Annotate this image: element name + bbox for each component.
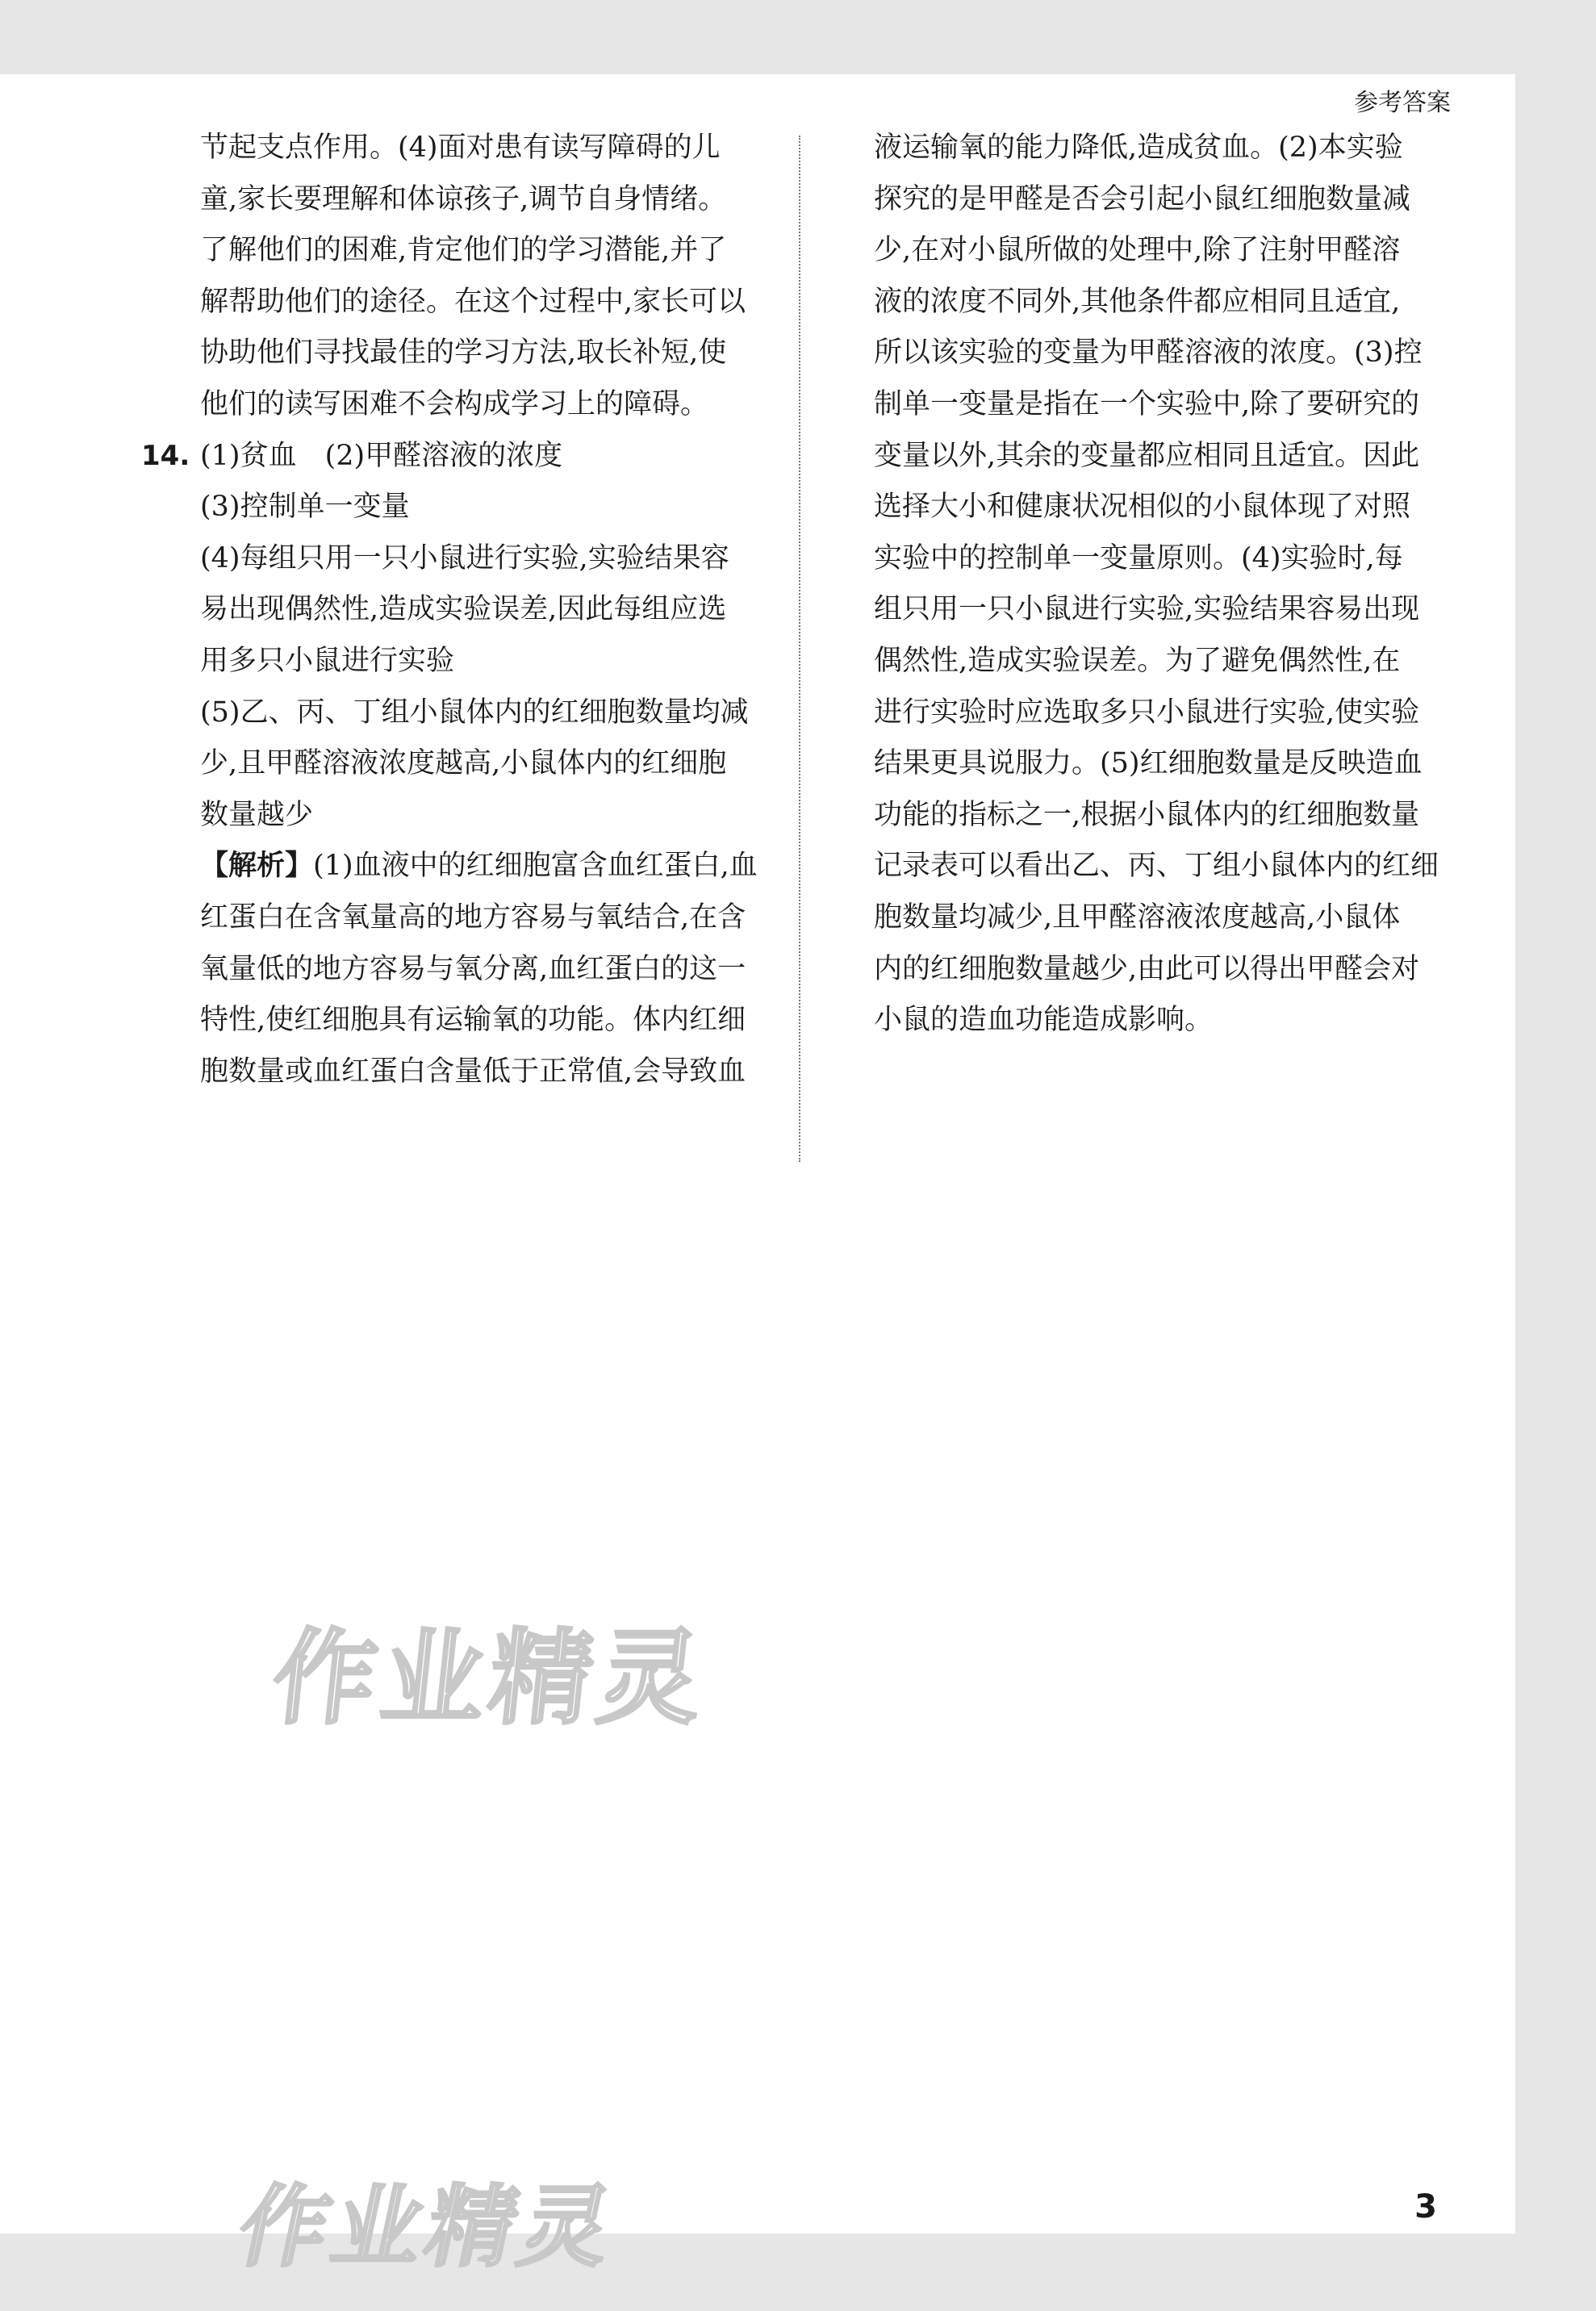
- analysis-line: 红蛋白在含氧量高的地方容易与氧结合,在含: [200, 901, 746, 934]
- analysis-text: (1)血液中的红细胞富含血红蛋白,血: [313, 850, 758, 883]
- answer-line: 用多只小鼠进行实验: [200, 644, 455, 677]
- answer-line: 易出现偶然性,造成实验误差,因此每组应选: [200, 593, 727, 626]
- answer-line: 数量越少: [200, 798, 314, 831]
- analysis-line: 特性,使红细胞具有运输氧的功能。体内红细: [200, 1004, 746, 1037]
- text-line: 偶然性,造成实验误差。为了避免偶然性,在: [874, 644, 1401, 677]
- right-column: [874, 123, 1453, 1047]
- text-line: 他们的读写困难不会构成学习上的障碍。: [200, 387, 709, 420]
- text-line: 了解他们的困难,肯定他们的学习潜能,并了: [200, 234, 727, 267]
- answer-page: [0, 74, 1515, 2279]
- watermark-logo: 作业精灵: [229, 2175, 626, 2279]
- question-14-block: [141, 431, 778, 1098]
- text-line: 液运输氧的能力降低,造成贫血。(2)本实验: [874, 132, 1403, 164]
- analysis-line: [200, 841, 778, 892]
- text-line: 童,家长要理解和体谅孩子,调节自身情绪。: [200, 182, 727, 215]
- text-line: 探究的是甲醛是否会引起小鼠红细胞数量减: [874, 182, 1411, 215]
- text-line: 记录表可以看出乙、丙、丁组小鼠体内的红细: [874, 850, 1439, 883]
- analysis-tag: 【解析】: [200, 850, 314, 883]
- watermark-logo: 作业精灵: [266, 1619, 712, 1739]
- text-line: 进行实验时应选取多只小鼠进行实验,使实验: [874, 696, 1420, 729]
- text-line: 变量以外,其余的变量都应相同且适宜。因此: [874, 439, 1420, 472]
- answer-line: (4)每组只用一只小鼠进行实验,实验结果容: [200, 541, 729, 575]
- text-line: 内的红细胞数量越少,由此可以得出甲醛会对: [874, 952, 1420, 985]
- text-line: 组只用一只小鼠进行实验,实验结果容易出现: [874, 593, 1420, 626]
- text-line: 功能的指标之一,根据小鼠体内的红细胞数量: [874, 798, 1420, 831]
- text-line: 小鼠的造血功能造成影响。: [874, 1004, 1214, 1037]
- text-line: 胞数量均减少,且甲醛溶液浓度越高,小鼠体: [874, 901, 1401, 934]
- text-line: 结果更具说服力。(5)红细胞数量是反映造血: [874, 747, 1423, 780]
- text-line: 所以该实验的变量为甲醛溶液的浓度。(3)控: [874, 336, 1423, 370]
- answer-line: (3)控制单一变量: [200, 491, 410, 524]
- page-header-title: 参考答案: [1354, 89, 1451, 117]
- text-line: 少,在对小鼠所做的处理中,除了注射甲醛溶: [874, 234, 1401, 267]
- text-line: 协助他们寻找最佳的学习方法,取长补短,使: [200, 336, 727, 370]
- text-line: 节起支点作用。(4)面对患有读写障碍的儿: [200, 132, 721, 164]
- text-line: 实验中的控制单一变量原则。(4)实验时,每: [874, 541, 1403, 575]
- analysis-line: 胞数量或血红蛋白含量低于正常值,会导致血: [200, 1055, 746, 1088]
- text-line: 制单一变量是指在一个实验中,除了要研究的: [874, 387, 1420, 420]
- answer-line: 少,且甲醛溶液浓度越高,小鼠体内的红细胞: [200, 747, 727, 780]
- column-divider: [799, 136, 800, 1162]
- question-number: 14.: [141, 439, 190, 472]
- page-number: 3: [1414, 2188, 1437, 2225]
- answer-line: (5)乙、丙、丁组小鼠体内的红细胞数量均减: [200, 696, 749, 729]
- left-column: [141, 123, 778, 1097]
- text-line: 液的浓度不同外,其他条件都应相同且适宜,: [874, 285, 1401, 318]
- answer-line: (1)贫血 (2)甲醛溶液的浓度: [200, 439, 563, 472]
- text-line: 解帮助他们的途径。在这个过程中,家长可以: [200, 285, 746, 318]
- text-line: 选择大小和健康状况相似的小鼠体现了对照: [874, 491, 1411, 524]
- analysis-line: 氧量低的地方容易与氧分离,血红蛋白的这一: [200, 952, 746, 985]
